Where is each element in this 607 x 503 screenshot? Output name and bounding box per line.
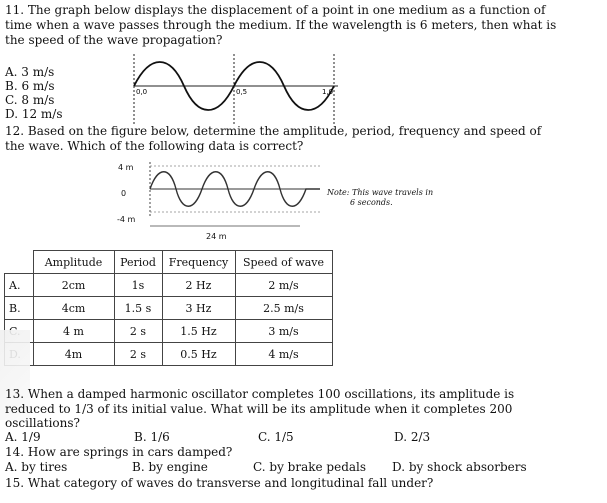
table-header-period: Period — [114, 251, 162, 274]
table-cell: 4cm — [33, 297, 114, 320]
q14-option-c[interactable]: C. by brake pedals — [253, 460, 367, 474]
table-cell: 3 Hz — [162, 297, 235, 320]
table-cell: 3 m/s — [235, 320, 332, 343]
q13-option-a[interactable]: A. 1/9 — [5, 430, 41, 444]
table-cell: 2 s — [114, 343, 162, 366]
table-cell: 2.5 m/s — [235, 297, 332, 320]
q15-question: 15. What category of waves do transverse and longitudinal fall under? — [5, 476, 434, 490]
q11-wave-graph — [126, 54, 341, 124]
table-cell: 2 Hz — [162, 274, 235, 297]
q13-option-b[interactable]: B. 1/6 — [134, 430, 170, 444]
table-cell: 2cm — [33, 274, 114, 297]
q11-line3: the speed of the wave propagation? — [5, 33, 223, 47]
q12-note-line1: Note: This wave travels in — [327, 188, 434, 197]
q11-option-b[interactable]: B. 6 m/s — [5, 79, 55, 93]
table-cell: 4m — [33, 343, 114, 366]
table-cell: 4 m/s — [235, 343, 332, 366]
q12-wave-graph — [140, 160, 325, 232]
q12-label-bottom: -4 m — [117, 215, 136, 224]
table-header-speed: Speed of wave — [235, 251, 332, 274]
table-header-amplitude: Amplitude — [33, 251, 114, 274]
q12-label-top: 4 m — [118, 163, 134, 172]
table-cell: 1.5 s — [114, 297, 162, 320]
table-row[interactable] — [5, 343, 333, 366]
table-row[interactable] — [5, 320, 333, 343]
q13-option-c[interactable]: C. 1/5 — [258, 430, 294, 444]
table-cell: 1.5 Hz — [162, 320, 235, 343]
q13-option-d[interactable]: D. 2/3 — [394, 430, 431, 444]
q11-label-t2: 1,0 — [322, 88, 334, 96]
table-header-frequency: Frequency — [162, 251, 235, 274]
q11-label-t1: 0,5 — [236, 88, 248, 96]
table-cell: 0.5 Hz — [162, 343, 235, 366]
q12-line1: 12. Based on the figure below, determine the amplitude, period, frequency and speed of — [5, 124, 542, 138]
q14-option-a[interactable]: A. by tires — [5, 460, 68, 474]
q12-label-width: 24 m — [206, 232, 227, 241]
q13-line3: oscillations? — [5, 416, 80, 430]
table-row[interactable] — [5, 274, 333, 297]
q11-option-d[interactable]: D. 12 m/s — [5, 107, 63, 121]
table-cell: 1s — [114, 274, 162, 297]
q13-line2: reduced to 1/3 of its initial value. What will be its amplitude when it completes 200 — [5, 402, 513, 416]
q12-label-zero: 0 — [121, 189, 127, 198]
q11-line2: time when a wave passes through the medium. If the wavelength is 6 meters, then what is — [5, 18, 557, 32]
q12-answer-table — [4, 250, 333, 366]
q14-question: 14. How are springs in cars damped? — [5, 445, 233, 459]
q11-option-c[interactable]: C. 8 m/s — [5, 93, 55, 107]
table-header-row — [5, 251, 333, 274]
q14-option-d[interactable]: D. by shock absorbers — [392, 460, 527, 474]
q11-option-a[interactable]: A. 3 m/s — [5, 65, 55, 79]
q14-option-b[interactable]: B. by engine — [132, 460, 208, 474]
table-cell-label: A. — [5, 274, 34, 297]
table-header-cell — [5, 251, 34, 274]
q11-label-t0: 0,0 — [136, 88, 148, 96]
q13-line1: 13. When a damped harmonic oscillator completes 100 oscillations, its amplitude is — [5, 387, 515, 401]
q12-note-line2: 6 seconds. — [350, 198, 393, 207]
q12-line2: the wave. Which of the following data is correct? — [5, 139, 304, 153]
table-cell: 4 m — [33, 320, 114, 343]
table-cell: 2 m/s — [235, 274, 332, 297]
table-cell: 2 s — [114, 320, 162, 343]
table-cell-label: B. — [5, 297, 34, 320]
q11-line1: 11. The graph below displays the displacement of a point in one medium as a function of — [5, 3, 546, 17]
table-row[interactable] — [5, 297, 333, 320]
